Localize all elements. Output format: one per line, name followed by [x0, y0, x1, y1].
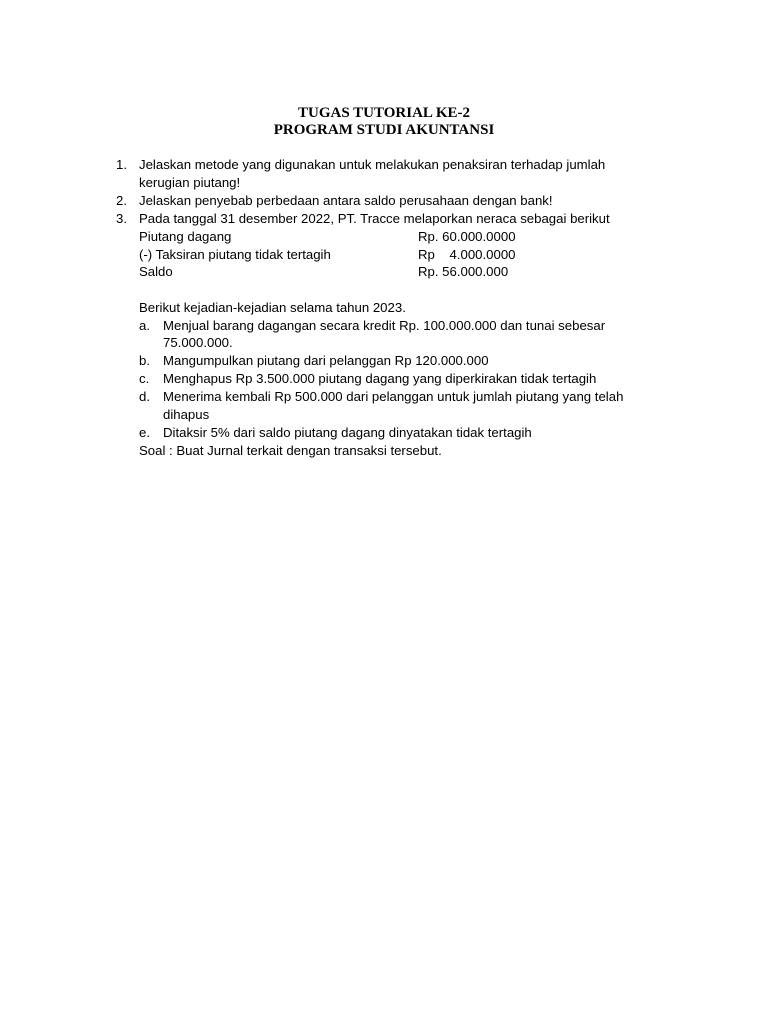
event-text: Menjual barang dagangan secara kredit Rp. 100.000.000 dan tunai sebesar: [163, 318, 606, 333]
question-text: Pada tanggal 31 desember 2022, PT. Tracce melaporkan neraca sebagai berikut: [139, 211, 610, 226]
question-text: Jelaskan metode yang digunakan untuk melakukan penaksiran terhadap jumlah: [139, 157, 606, 172]
event-text: Menghapus Rp 3.500.000 piutang dagang yang diperkirakan tidak tertagih: [163, 371, 597, 386]
event-letter: a.: [139, 318, 150, 333]
question-text: kerugian piutang!: [139, 175, 241, 190]
balance-value: Rp 4.000.0000: [418, 247, 516, 262]
event-text: Menerima kembali Rp 500.000 dari pelanggan untuk jumlah piutang yang telah: [163, 389, 624, 404]
event-letter: e.: [139, 425, 150, 440]
balance-label: (-) Taksiran piutang tidak tertagih: [139, 247, 331, 262]
question-text: Jelaskan penyebab perbedaan antara saldo perusahaan dengan bank!: [139, 193, 553, 208]
question-number: 2.: [116, 193, 127, 208]
event-letter: c.: [139, 371, 150, 386]
event-text: dihapus: [163, 407, 210, 422]
question-number: 1.: [116, 157, 127, 172]
balance-label: Saldo: [139, 264, 173, 279]
event-text: Ditaksir 5% dari saldo piutang dagang dinyatakan tidak tertagih: [163, 425, 532, 440]
event-letter: d.: [139, 389, 150, 404]
question-number: 3.: [116, 211, 127, 226]
event-text: 75.000.000.: [163, 335, 233, 350]
event-letter: b.: [139, 353, 150, 368]
title-line-2: PROGRAM STUDI AKUNTANSI: [273, 122, 495, 138]
balance-value: Rp. 56.000.000: [418, 264, 509, 279]
closing-instruction: Soal : Buat Jurnal terkait dengan transaksi tersebut.: [139, 443, 442, 458]
events-intro: Berikut kejadian-kejadian selama tahun 2023.: [139, 300, 406, 315]
balance-value: Rp. 60.000.0000: [418, 229, 516, 244]
title-line-1: TUGAS TUTORIAL KE-2: [298, 105, 470, 121]
event-text: Mangumpulkan piutang dari pelanggan Rp 120.000.000: [163, 353, 489, 368]
balance-label: Piutang dagang: [139, 229, 232, 244]
